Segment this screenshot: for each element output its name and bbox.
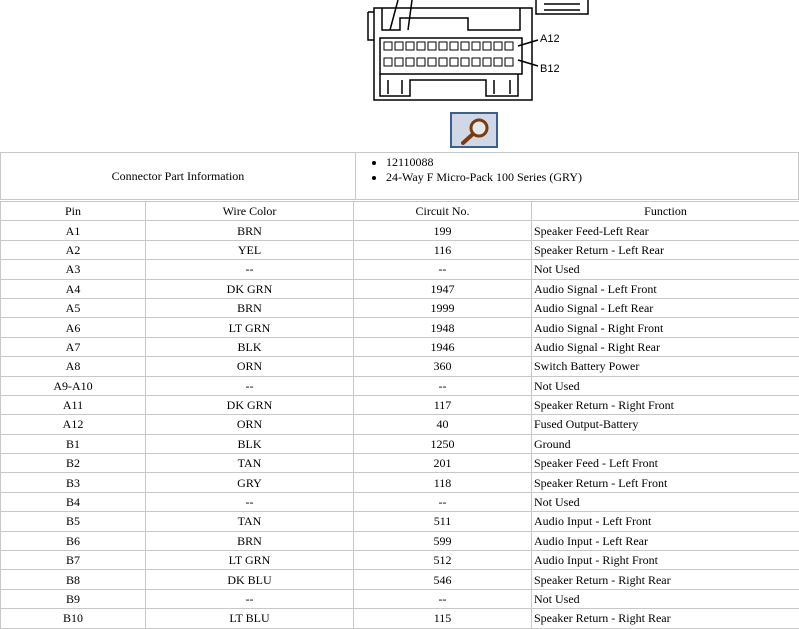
wire-color-cell: YEL bbox=[146, 240, 354, 259]
table-row bbox=[1, 570, 799, 589]
pin-cell: B4 bbox=[1, 492, 146, 511]
table-row bbox=[1, 551, 799, 570]
connector-info-list bbox=[356, 153, 799, 200]
table-row bbox=[1, 357, 799, 376]
wire-color-cell: BRN bbox=[146, 221, 354, 240]
function-cell: Fused Output-Battery bbox=[532, 415, 799, 434]
wire-color-cell: BLK bbox=[146, 337, 354, 356]
table-row bbox=[1, 492, 799, 511]
header-pin: Pin bbox=[1, 202, 146, 221]
pinout-table bbox=[0, 201, 799, 629]
circuit-cell: 117 bbox=[354, 395, 532, 414]
table-row bbox=[1, 415, 799, 434]
table-row bbox=[1, 512, 799, 531]
pin-cell: A3 bbox=[1, 260, 146, 279]
circuit-cell: 199 bbox=[354, 221, 532, 240]
header-circuit-no: Circuit No. bbox=[354, 202, 532, 221]
circuit-cell: 118 bbox=[354, 473, 532, 492]
circuit-cell: -- bbox=[354, 260, 532, 279]
circuit-cell: 360 bbox=[354, 357, 532, 376]
function-cell: Speaker Return - Right Rear bbox=[532, 609, 799, 628]
circuit-cell: -- bbox=[354, 589, 532, 608]
circuit-cell: 1947 bbox=[354, 279, 532, 298]
table-row bbox=[1, 376, 799, 395]
circuit-cell: 115 bbox=[354, 609, 532, 628]
function-cell: Speaker Feed-Left Rear bbox=[532, 221, 799, 240]
table-row bbox=[1, 531, 799, 550]
table-header-row bbox=[1, 202, 799, 221]
function-cell: Audio Input - Left Rear bbox=[532, 531, 799, 550]
connector-diagram bbox=[360, 0, 600, 106]
circuit-cell: 1946 bbox=[354, 337, 532, 356]
wire-color-cell: DK BLU bbox=[146, 570, 354, 589]
wire-color-cell: ORN bbox=[146, 415, 354, 434]
circuit-cell: 511 bbox=[354, 512, 532, 531]
table-row bbox=[1, 434, 799, 453]
connector-info-table bbox=[0, 152, 799, 200]
function-cell: Audio Signal - Left Rear bbox=[532, 298, 799, 317]
circuit-cell: 1948 bbox=[354, 318, 532, 337]
wire-color-cell: LT BLU bbox=[146, 609, 354, 628]
diagram-label-a12: A12 bbox=[540, 33, 560, 45]
pin-cell: A4 bbox=[1, 279, 146, 298]
table-row bbox=[1, 240, 799, 259]
pin-cell: B5 bbox=[1, 512, 146, 531]
function-cell: Audio Signal - Right Front bbox=[532, 318, 799, 337]
magnifier-icon bbox=[458, 117, 492, 145]
header-wire-color: Wire Color bbox=[146, 202, 354, 221]
function-cell: Not Used bbox=[532, 260, 799, 279]
circuit-cell: 116 bbox=[354, 240, 532, 259]
wire-color-cell: -- bbox=[146, 492, 354, 511]
wire-color-cell: DK GRN bbox=[146, 395, 354, 414]
table-row bbox=[1, 279, 799, 298]
circuit-cell: -- bbox=[354, 376, 532, 395]
function-cell: Speaker Return - Left Front bbox=[532, 473, 799, 492]
zoom-button[interactable] bbox=[450, 112, 498, 148]
pin-cell: A9-A10 bbox=[1, 376, 146, 395]
pin-cell: A2 bbox=[1, 240, 146, 259]
function-cell: Audio Input - Right Front bbox=[532, 551, 799, 570]
circuit-cell: 1250 bbox=[354, 434, 532, 453]
circuit-cell: 546 bbox=[354, 570, 532, 589]
wire-color-cell: TAN bbox=[146, 512, 354, 531]
wire-color-cell: BRN bbox=[146, 531, 354, 550]
table-row bbox=[1, 260, 799, 279]
function-cell: Speaker Return - Right Rear bbox=[532, 570, 799, 589]
wire-color-cell: LT GRN bbox=[146, 551, 354, 570]
function-cell: Ground bbox=[532, 434, 799, 453]
part-number: • 12110088 bbox=[386, 155, 798, 170]
wire-color-cell: -- bbox=[146, 376, 354, 395]
function-cell: Not Used bbox=[532, 376, 799, 395]
table-row bbox=[1, 589, 799, 608]
pin-cell: A8 bbox=[1, 357, 146, 376]
function-cell: Speaker Return - Right Front bbox=[532, 395, 799, 414]
table-row bbox=[1, 337, 799, 356]
table-row bbox=[1, 221, 799, 240]
connector-info-label: Connector Part Information bbox=[1, 153, 356, 200]
table-row bbox=[1, 609, 799, 628]
table-row bbox=[1, 473, 799, 492]
function-cell: Speaker Feed - Left Front bbox=[532, 454, 799, 473]
pin-cell: A7 bbox=[1, 337, 146, 356]
connector-description: • 24-Way F Micro-Pack 100 Series (GRY) bbox=[386, 170, 798, 185]
wire-color-cell: ORN bbox=[146, 357, 354, 376]
table-row bbox=[1, 395, 799, 414]
table-row bbox=[1, 318, 799, 337]
wire-color-cell: -- bbox=[146, 260, 354, 279]
function-cell: Not Used bbox=[532, 589, 799, 608]
function-cell: Switch Battery Power bbox=[532, 357, 799, 376]
wire-color-cell: DK GRN bbox=[146, 279, 354, 298]
pin-cell: B2 bbox=[1, 454, 146, 473]
diagram-label-b12: B12 bbox=[540, 63, 560, 75]
pin-cell: A11 bbox=[1, 395, 146, 414]
pin-cell: B7 bbox=[1, 551, 146, 570]
wire-color-cell: -- bbox=[146, 589, 354, 608]
table-row bbox=[1, 298, 799, 317]
circuit-cell: 512 bbox=[354, 551, 532, 570]
wire-color-cell: TAN bbox=[146, 454, 354, 473]
wire-color-cell: BRN bbox=[146, 298, 354, 317]
circuit-cell: 599 bbox=[354, 531, 532, 550]
function-cell: Audio Signal - Left Front bbox=[532, 279, 799, 298]
pin-cell: A6 bbox=[1, 318, 146, 337]
circuit-cell: 40 bbox=[354, 415, 532, 434]
table-row bbox=[1, 454, 799, 473]
wire-color-cell: GRY bbox=[146, 473, 354, 492]
pin-cell: B1 bbox=[1, 434, 146, 453]
header-function: Function bbox=[532, 202, 799, 221]
pin-cell: B3 bbox=[1, 473, 146, 492]
pin-cell: B10 bbox=[1, 609, 146, 628]
function-cell: Audio Input - Left Front bbox=[532, 512, 799, 531]
function-cell: Audio Signal - Right Rear bbox=[532, 337, 799, 356]
pin-cell: A12 bbox=[1, 415, 146, 434]
circuit-cell: 1999 bbox=[354, 298, 532, 317]
pin-cell: B9 bbox=[1, 589, 146, 608]
pin-cell: A5 bbox=[1, 298, 146, 317]
function-cell: Speaker Return - Left Rear bbox=[532, 240, 799, 259]
function-cell: Not Used bbox=[532, 492, 799, 511]
pin-cell: B8 bbox=[1, 570, 146, 589]
circuit-cell: 201 bbox=[354, 454, 532, 473]
pin-cell: A1 bbox=[1, 221, 146, 240]
wire-color-cell: LT GRN bbox=[146, 318, 354, 337]
circuit-cell: -- bbox=[354, 492, 532, 511]
wire-color-cell: BLK bbox=[146, 434, 354, 453]
pin-cell: B6 bbox=[1, 531, 146, 550]
